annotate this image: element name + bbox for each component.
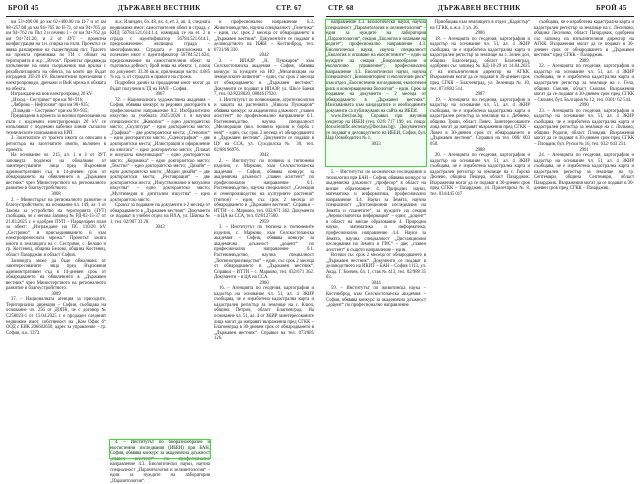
right-page-header [320, 4, 640, 16]
highlighted-paragraph: 4. – Институтът по биоразнообразие и екосистемни изследвания (ИБЕИ) при БАН, София, обявява конкурс за академична длъжност „главен асистент“ по професионално направление 4.3. Биологически науки, научна специалност „Паразитология и хелминтология“ – един за нуждите на лаборатория „Паразитология“. [110, 440, 210, 484]
notice-number: 3009 [51, 291, 61, 297]
paragraph: „Пловдив – Сестримо“ при км 90+935; [11, 108, 89, 114]
paragraph: 23. – Агенцията по геодезия, картография и кадастър на основание чл. 51, ал. 4 ЗКИР съобщава, че е изработена кадастрална карта и кадастрален регистър за землище на с. Лилково, община Родопи, област Пловдив. Възражения могат да се подават в 30-дневен срок пред СГКК – Пловдив, бул. Руски № 16, тел. 032/ 643 231. [534, 108, 634, 148]
left-page-header [0, 4, 320, 16]
left-column-3 [214, 20, 314, 460]
notice-number: 3044 [371, 280, 381, 286]
left-column-2 [110, 20, 210, 440]
notice-number: 2960 [259, 280, 269, 286]
left-journal-title: ДЪРЖАВЕН ВЕСТНИК [118, 4, 201, 12]
notice-number: 3042 [259, 153, 269, 159]
right-header-rule [326, 16, 634, 17]
right-column-3 [534, 20, 634, 460]
paragraph: 72. – Националната художествена академия – София, обявява конкурс за редовни докторанти в професионално направление 8.2. Изобразително изкуство за учебната 2025/2026 г. в научни специалности: „Живопис“ – едно докторантско място; „Скулптура“ – едно докторантско място; „Графика“ – две докторантски места; „Стенопис“ – едно докторантско място; „Сценография“ – две докторантски места; „Илюстрация и оформление на книгата“ – едно докторантско място; „Плакат и визуална комуникация“ – едно докторантско място; „Керамика“ – едно докторантско място; „Текстил“ – едно докторантско място; „Дизайн“ – едно докторантско място; „Моден дизайн“ – две докторантски места; „Реставрация“ – две докторантски места; „Изкуствознание и визуални изкуства“ – едно докторантско място; „Мултимедия и дигитални изкуства“ – едно докторантско място. [110, 97, 210, 203]
paragraph: 59. – Институтът по животинска наука – Костинброд, към Селскостопанска академия – София, обявява конкурс за академична длъжност „доцент“ по професионално направление [326, 286, 426, 309]
paragraph: Заповедта може да бъде обжалвана от заинтересованите лица пред Върховния административен съд в 14-дневен срок от обнародването на обявлението в „Държавен вестник“ чрез Министерството на регионалното развитие и благоустройството. [6, 258, 106, 292]
notice-number: 2988 [475, 147, 485, 153]
paragraph: 2. – ИПАЗР „Н. Пушкаров“ към Селскостопанска академия – София, обявява конкурс за нуждите на НО „Механизация на земеделските животни“ – един, със срок 2 месеца от обнародването в „Държавен вестник“. Документи се подават в ИПАЗР, ул. Шосе Банкя 7, тел. 02/8228020, 0884617920. [214, 58, 314, 98]
highlighted-notice-start[interactable] [110, 440, 210, 484]
highlighted-paragraph: www.iber.bas.bg. Справки при научния секретар на ИБЕИ (тел. 02/8 717 190, ел. поща: dor.scientific.secretary@iber.bas.bg). Документите се подават в деловодството на ИБЕИ, София, бул. Цар Освободител № 1. [326, 114, 426, 142]
highlighted-notice-continuation[interactable] [326, 20, 426, 166]
right-column-2 [430, 20, 530, 460]
paragraph: 3. Засегнатите от трасето имоти са описани в регистъра на засегнатите имоти, включен в проекта. [6, 136, 106, 153]
right-column-1 [326, 170, 426, 460]
notice-number: 2042 [259, 53, 269, 59]
paragraph: съобщава, че е изработена кадастрална карта и кадастрален регистър за землище на с. Лесичово, община Лесичово, област Пазарджик, одобрени със заповед на изпълнителния директор на АГКК. Възражения могат да се подават в 30-дневен срок от обнародването в „Държавен вестник“ пред СГКК – Пазарджик. [534, 20, 634, 59]
paragraph: Предвидени в проекта за всички пресичания на пътя с надземни електропроводи 20 kV се изпълняват с подземни кабелни линии съгласно техническите изисквания на ЕРП. [6, 114, 107, 136]
paragraph: 20. – Агенцията по геодезия, картография и кадастър на основание чл. 51, ал. 4 ЗКИР съобщава, че е изработена кадастрална карта и кадастрален регистър за землище на с. Горско Дюлево, община Пещера, област Пазарджик. Възражения могат да се подават в 30-дневен срок пред СГКК – Пазарджик, ул. Пролетарска № 8, тел. 034/445 017. [430, 153, 530, 197]
paragraph: 16. – Агенцията по геодезия, картография и кадастър на основание чл. 51, ал. 4 ЗКИР съобщава, че е изработена кадастрална карта и кадастрален регистър за землище на с. Ключ, община Петрич, област Благоевград. На основание чл. 51, ал. 4 от ЗКИР заинтересованите лица могат да направят възражения пред СГКК – Благоевград в 30-дневен срок от обнародването в „Държавен вестник“. Справки на тел. 073/885 126. [214, 286, 314, 342]
notice-number: 3007 [155, 92, 165, 98]
paragraph: ж.к. Илинден, бл. 48, вх. 4, ет. 2, ап. 4, следната недвижима имот: самостоятелен обект в сграда, с КИД 56784.521.614.1.4, намиращ се на ет. 2 в сграда с идентификатор 56784.521.614.1, предназначение: жилищна сграда – многофамилна. Сградата е разположена в поземлен имот с идентификатор 56784.521.624; предназначение на самостоятелния обект: за търговска дейност, брой нива на обекта: 1, площ по документ: 33.30 кв.м, прилежащи части: 4.685 % ид. ч. от сградата и правото на строеж. [110, 20, 210, 81]
paragraph: 1. Институтът по почвознание, агротехнологии и защита на растенията „Никола Пушкаров“ обявява конкурс за академична длъжност „главен асистент“ по професионално направление 6.1. Растениевъдство, научна специалност „Мелиорации (вкл. почвена ерозия и борба с нея)“ – един, със срок 2 месеца от обнародването в „Държавен вестник“. Документи се подават в ЦУ на ССА, ул. Суходолска № 30, тел. 02/88196976. [214, 97, 314, 153]
left-page-number: СТР. 67 [276, 4, 302, 12]
paragraph: Всички със срок 2 месеца от обнародването в „Държавен вестник“. Документи се подават в деловодството на ИКИТ – БАН – София 1113, ул. Акад. Г. Бончев, бл. 1, стая № 413, тел. 02/988 35 03. [326, 253, 426, 281]
left-column-1 [6, 20, 106, 460]
paragraph: км 53+400.00 до км 62+400.00 по II-7 и от км 88+257.68 до км 94+765 по II-71, от км 94+765 до км 94+762 по Път 2 и сечени 1 – от км 94+762 до км 94+741.20, и 2 от ЗУТ – проектна конфигурация на т.н. спирка на пътя. Проектът се явява разширение на съществуващ път. Трасето на проекта преминава по ГИ с обхват на територията в ж.р. „Изток“. Проектът предвижда изпълнение на нови съоръжения във връзка с рехабилитацията на обекта, на които ще бъдат изградени ЗП-20 kV. Включително пресичания с електропроводи, дренажи и ВиК мрежа в обхвата на обекта. [6, 20, 106, 92]
paragraph: Изграждане на нов електропровод 20 kV. [11, 92, 93, 98]
notice-number: 3043 [155, 225, 165, 231]
right-page-number: СТР. 68 [328, 4, 354, 12]
left-header-rule [6, 16, 314, 17]
notice-number: 2989 [579, 58, 589, 64]
highlighted-paragraph: направление 4.3. Биологически науки, научна специалност „Паразитология и хелминтология“ – един за нуждите на лаборатория „Паразитология“, секция „Екология и опазване на водите“; професионално направление 4.3. Биологически науки, научна специалност „Екология и опазване на екосистемите“ – един за нуждите на секция „Биоразнообразие и екологично управление“; професионално направление 4.3. Биологически науки, научна специалност „Биомониторинг и екологичен риск“ към отдел „Екосистемни изследвания, екологичен риск и консервационна биология“ – един. Срок за подаване на документи – 2 месеца от обнародването в „Държавен вестник“. Изискванията към кандидатите и необходимите документи са публикувани на сайта на ИБЕИ. [326, 20, 426, 114]
paragraph: „Изход – Сестримо“ при км 90+916; [11, 97, 84, 103]
paragraph: 18. – Агенцията по геодезия, картография и кадастър на основание чл. 51, ал. 4 ЗКИР съобщава, че е изработена кадастрална карта и кадастрален регистър за землище на с. Зелен дол, община Благоевград, област Благоевград, одобрени със заповед № КД-18-29 от 14.04.2025 г. на изпълнителния директор на АГКК. Възражения могат да се подават в 30-дневен срок пред СГКК – Благоевград, ул. Зеленица № 10, тел. 073/882 514. [430, 36, 530, 92]
paragraph: 2. – Институтът по почвена и тютюневи изделия, с. Марково, към Селскостопанска академия – София, обявява конкурс за академична длъжност „главен асистент“ по професионално направление 6.1. Растениевъдство, научна специалност „Селекция и семепроизводство на културните растения“ (тютюн) – един, със срок 2 месеца от обнародването в „Държавен вестник“. Справки – ИТТИ – с. Марково, тел. 032/671 362. Документи – в ЦА на ССА, тел. 02/8127560. [214, 158, 314, 220]
paragraph: 37. – Националната агенция за приходите, Териториална дирекция – София, съобщава на основание чл. 256 от ДОПК, че с договор № С250023-1 от 15.04.2025 г. е продаден следният недвижим имот, собственост на „Ком Офис 6“ ООД с ЕИК 206602650, адрес за управление – гр. София, п.к. 1373. [6, 297, 106, 336]
paragraph: На основание чл. 215, ал. 1 и 4 от ЗУТ заповедта подлежи на обжалване от заинтересуваните лица пред Върховния административен съд в 14-дневен срок от обнародването на обявлението в „Държавен вестник“ чрез Министерството на регионалното развитие и благоустройството. [6, 153, 106, 192]
paragraph: „Ляброво – Нефтохим“ при км 90+935; [11, 103, 90, 109]
paragraph: и професионално направление 6.3. Животновъдство, научна специалност „Генетика“ – един, със срок 2 месеца от обнародването в „Държавен вестник“. Документите се подават в деловодството на ИЖН – Костинброд, тел. 0721/68 330. [214, 20, 314, 53]
notice-number: 2987 [475, 92, 485, 98]
notice-number: 3008 [51, 191, 61, 197]
paragraph: 3. – Институтът по тютюна и тютюневите изделия, с. Марково, към Селскостопанска академия – София, обявява конкурс за академична длъжност „доцент“ по професионално направление 6.1. Растениевъдство, научна специалност „Тютюнопроизводство“ – един, със срок 2 месеца от обнародването в „Държавен вестник“. Справки – ИТТИ – с. Марково, тел. 032/671 362. Документи – в ЦА на ССА. [214, 225, 314, 281]
right-journal-title: ДЪРЖАВЕН ВЕСТНИК [438, 4, 521, 12]
notice-number: 2990 [579, 103, 589, 109]
paragraph: 5. – Институтът по космически изследвания и технологии при БАН – София, обявява конкурс за академична длъжност „професор“ в област на висше образование 4. Природни науки, математика и информатика, професионално направление 4.4. Науки за Земята, научна специалност „Дистанционни изследвания на Земята и планетите“, за нуждите на секция „Аерокосмическа информация“ – един; „доцент“ в област на висше образование 4. Природни науки, математика и информатика, професионално направление 4.4. Науки за Земята, научна специалност „Дистанционни изследвания на Земята и ГИС“ – две; „главен асистент“ в същото направление – един. [326, 170, 426, 253]
paragraph: Приобщава към землището в отдел „Кадастър“ на СГКК, к.ж.л. 1 ул. 26. [430, 20, 530, 31]
paragraph: Срокът за подаване на документи е 2 месеца от обнародването в „Държавен вестник“. Документи се подават в учебен отдел на НХА, ул. Шипка № 1, тел. 02/987 33 28. [110, 203, 210, 225]
paragraph: 22. – Агенцията по геодезия, картография и кадастър на основание чл. 51, ал. 4 ЗКИР съобщава, че е изработена кадастрална карта и кадастрален регистър за землище на с. Гела, община Смолян, област Смолян. Възражения могат да се подават в 30-дневен срок пред СГКК – Смолян, бул. България № 12, тел. 0301/ 62 544. [534, 64, 634, 103]
paragraph: 2. – Министърът на регионалното развитие и благоустройството, на основание чл. 149, ал. 1 от Закона за устройство на територията (ЗУТ) съобщава, че с негова Заповед № РД-02-15-37 от 21.03.2025 г. е одобрен ПУП – Парцеларен план за обект: „Изграждане на ПС 110/20 kV „Сестримо“ и присъединяването ѝ към електропреносната мрежа.“ Проектът засяга имоти в землищата на с. Сестримо, с. Белово и гр. Костенец, община Белово, община Костенец, област Пазарджик и област София. [6, 197, 106, 258]
paragraph: 19. – Агенцията по геодезия, картография и кадастър на основание чл. 51, ал. 4 ЗКИР съобщава, че е изработена кадастрална карта и кадастрален регистър за землище на с. Дебнево, община Троян, област Ловеч. Заинтересованите лица могат да направят възражения пред СГКК – Ловеч в 30-дневен срок от обнародването в „Държавен вестник“. Справки на тел. 068/ 603 050. [430, 97, 530, 148]
paragraph: Подробни данни за продадения имот могат да бъдат получени в ТД на НАП – София. [110, 81, 210, 92]
notice-number: 2991 [579, 147, 589, 153]
right-page [320, 0, 640, 460]
left-issue-label: БРОЙ 45 [8, 4, 39, 12]
paragraph: 24. – Агенцията по геодезия, картография и кадастър на основание чл. 51, ал. 4 ЗКИР съобщава, че е изработена кадастрална карта и кадастрален регистър за землище на гр. Септември, община Септември, област Пазарджик. Възражения могат да се подават в 30-дневен срок пред СГКК – Пазарджик. [534, 153, 634, 192]
notice-number: 2986 [475, 31, 485, 37]
notice-number: 3033 [371, 142, 381, 148]
notice-number: 2959 [259, 219, 269, 225]
right-issue-label: БРОЙ 45 [596, 4, 627, 12]
